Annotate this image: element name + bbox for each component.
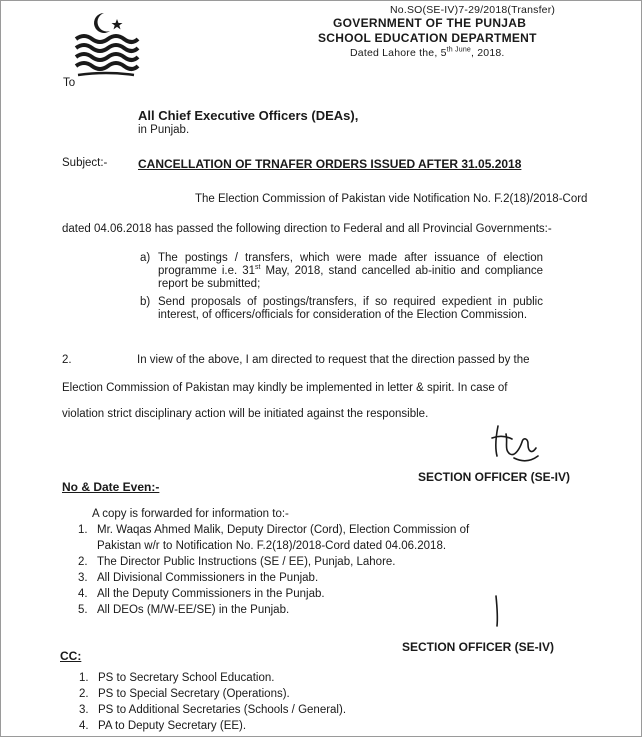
paragraph-2-line-3: violation strict disciplinary action will be initiated against the responsible. (62, 408, 429, 420)
paragraph-1-line-2: dated 04.06.2018 has passed the following direction to Federal and all Provincial Governments:- (62, 223, 552, 235)
department-title: SCHOOL EDUCATION DEPARTMENT (318, 31, 537, 45)
list-item: The Director Public Instructions (SE / EE), Punjab, Lahore. (97, 556, 396, 568)
list-item-number: 5. (78, 604, 88, 616)
signature-mark-icon (492, 594, 502, 628)
paragraph-2-line-1: In view of the above, I am directed to request that the direction passed by the (137, 354, 530, 366)
cc-item: PS to Special Secretary (Operations). (98, 688, 290, 700)
cc-item: PS to Secretary School Education. (98, 672, 275, 684)
list-item: Mr. Waqas Ahmed Malik, Deputy Director (Cord), Election Commission of (97, 524, 470, 536)
item-a-marker: a) (140, 252, 151, 264)
list-item: All DEOs (M/W-EE/SE) in the Punjab. (97, 604, 290, 616)
recipient-line-2: in Punjab. (138, 124, 190, 136)
list-item-number: 3. (78, 572, 88, 584)
list-item: All the Deputy Commissioners in the Punjab. (97, 588, 325, 600)
signature-block-2: SECTION OFFICER (SE-IV) (402, 640, 555, 654)
cc-item-number: 4. (79, 720, 89, 732)
list-item-number: 2. (78, 556, 88, 568)
cc-item-number: 1. (79, 672, 89, 684)
signature-block-1: SECTION OFFICER (SE-IV) (418, 470, 571, 484)
punjab-emblem-icon (70, 9, 142, 79)
item-b-marker: b) (140, 296, 151, 308)
cc-item: PS to Additional Secretaries (Schools / General). (98, 704, 347, 716)
subject-label: Subject:- (62, 157, 108, 169)
cc-item-number: 3. (79, 704, 89, 716)
paragraph-2-line-2: Election Commission of Pakistan may kindly be implemented in letter & spirit. In case of (62, 382, 508, 394)
signature-icon (488, 420, 544, 468)
government-title: GOVERNMENT OF THE PUNJAB (333, 16, 527, 30)
reference-number: No.SO(SE-IV)7-29/2018(Transfer) (390, 4, 556, 16)
copy-forwarded-intro: A copy is forwarded for information to:- (92, 508, 289, 520)
recipient-line-1: All Chief Executive Officers (DEAs), (138, 108, 359, 123)
item-b-text: Send proposals of postings/transfers, if so required expedient in public interest, of officers/officials for consideration of the Election Commission. (158, 296, 543, 321)
cc-label: CC: (60, 649, 82, 663)
list-item-number: 1. (78, 524, 88, 536)
list-item: All Divisional Commissioners in the Punjab. (97, 572, 319, 584)
list-item-continued: Pakistan w/r to Notification No. F.2(18)/2018-Cord dated 04.06.2018. (97, 540, 447, 552)
item-a-text: The postings / transfers, which were made after issuance of election programme i.e. 31st May, 2018, stand cancelled ab-initio and compliance report be submitted; (158, 252, 543, 290)
no-date-even-label: No & Date Even:- (62, 480, 160, 494)
paragraph-1-line-1: The Election Commission of Pakistan vide Notification No. F.2(18)/2018-Cord (195, 193, 588, 205)
cc-item-number: 2. (79, 688, 89, 700)
subject-text: CANCELLATION OF TRNAFER ORDERS ISSUED AFTER 31.05.2018 (138, 157, 522, 171)
list-item-number: 4. (78, 588, 88, 600)
paragraph-2-number: 2. (62, 354, 72, 366)
to-label: To (63, 77, 76, 89)
cc-item: PA to Deputy Secretary (EE). (98, 720, 247, 732)
letter-date: Dated Lahore the, $5^{th June}$, 2018. (350, 46, 505, 59)
